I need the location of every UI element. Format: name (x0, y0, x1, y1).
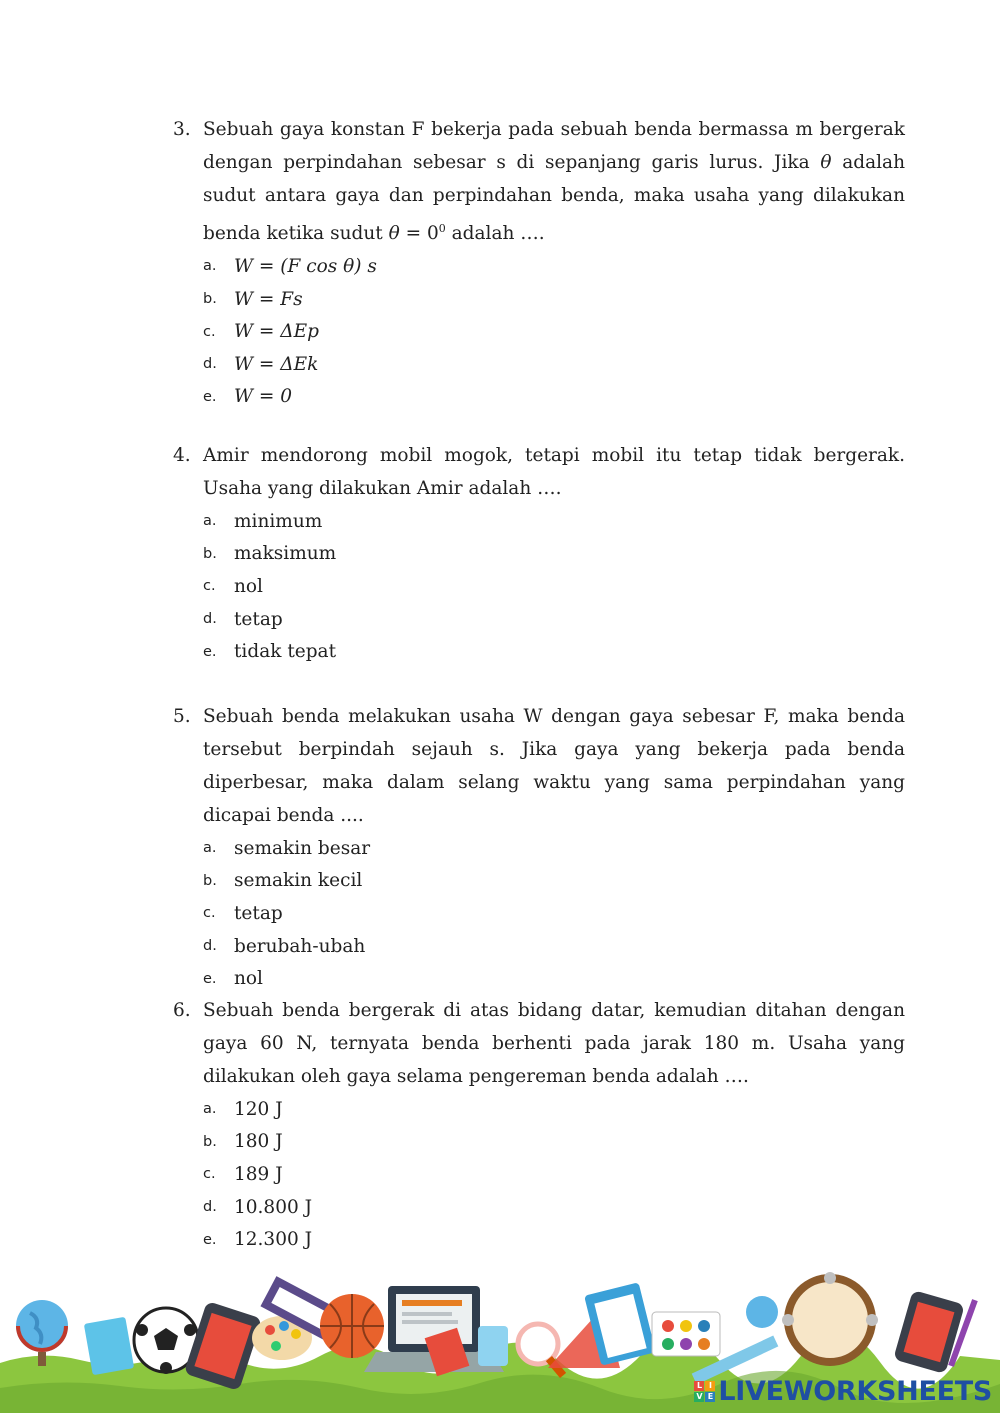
question-6 (173, 994, 905, 1256)
liveworksheets-logo (694, 1376, 992, 1407)
option-b[interactable]: b. W = Fs (203, 288, 303, 310)
question-4 (173, 439, 905, 668)
live-logo-icon: L I V E (694, 1381, 715, 1402)
option-a[interactable]: a. W = (F cos θ) s (203, 255, 377, 277)
tambourine-icon (782, 1272, 878, 1362)
question-number: 4. (173, 445, 191, 466)
option-d[interactable]: d. berubah-ubah (203, 935, 366, 957)
question-text: Amir mendorong mobil mogok, tetapi mobil itu tetap tidak bergerak. Usaha yang dilakukan Amir adalah …. (203, 445, 905, 499)
question-number: 5. (173, 706, 191, 727)
option-e[interactable]: e. tidak tepat (203, 641, 337, 663)
options-list (203, 1093, 905, 1256)
options-list (203, 505, 905, 668)
question-text: Sebuah benda melakukan usaha W dengan gaya sebesar F, maka benda tersebut berpindah sejauh s. Jika gaya yang bekerja pada benda diperbesar, maka dalam selang waktu yang sama perpindahan yang dicapai benda .... (203, 706, 905, 826)
question-3 (173, 113, 905, 413)
brand-text: LIVEWORKSHEETS (718, 1376, 992, 1407)
option-e[interactable]: e. W = 0 (203, 386, 293, 408)
option-a[interactable]: a. 120 J (203, 1098, 283, 1120)
option-c[interactable]: c. tetap (203, 902, 283, 924)
option-c[interactable]: c. 189 J (203, 1163, 283, 1185)
option-e[interactable]: e. 12.300 J (203, 1229, 313, 1251)
option-d[interactable]: d. W = ΔEk (203, 353, 319, 375)
question-number: 3. (173, 119, 191, 140)
question-text: Sebuah benda bergerak di atas bidang datar, kemudian ditahan dengan gaya 60 N, ternyata benda berhenti pada jarak 180 m. Usaha yang dilakukan oleh gaya selama pengereman benda adalah …. (203, 1000, 905, 1087)
paint-set-icon (652, 1312, 720, 1356)
option-c[interactable]: c. nol (203, 575, 263, 597)
small-globe-icon (746, 1296, 778, 1328)
option-a[interactable]: a. minimum (203, 510, 323, 532)
option-c[interactable]: c. W = ΔEp (203, 321, 319, 343)
options-list (203, 832, 905, 995)
option-e[interactable]: e. nol (203, 968, 263, 990)
notebook-icon (84, 1317, 134, 1376)
option-d[interactable]: d. tetap (203, 608, 283, 630)
basketball-icon (320, 1294, 384, 1358)
footer-illustration (0, 1268, 1000, 1413)
question-5 (173, 700, 905, 995)
option-b[interactable]: b. 180 J (203, 1131, 283, 1153)
question-number: 6. (173, 1000, 191, 1021)
option-b[interactable]: b. maksimum (203, 543, 337, 565)
options-list (203, 250, 905, 413)
option-b[interactable]: b. semakin kecil (203, 870, 363, 892)
globe-icon (16, 1300, 68, 1366)
option-a[interactable]: a. semakin besar (203, 837, 371, 859)
option-d[interactable]: d. 10.800 J (203, 1196, 313, 1218)
question-text: Sebuah gaya konstan F bekerja pada sebuah benda bermassa m bergerak dengan perpindahan sebesar s di sepanjang garis lurus. Jika θ adalah sudut antara gaya dan perpindahan benda, maka usaha yang dilakukan benda ketika sudut $\theta = 0^0$ adalah …. (203, 119, 905, 245)
cup-icon (478, 1326, 508, 1366)
